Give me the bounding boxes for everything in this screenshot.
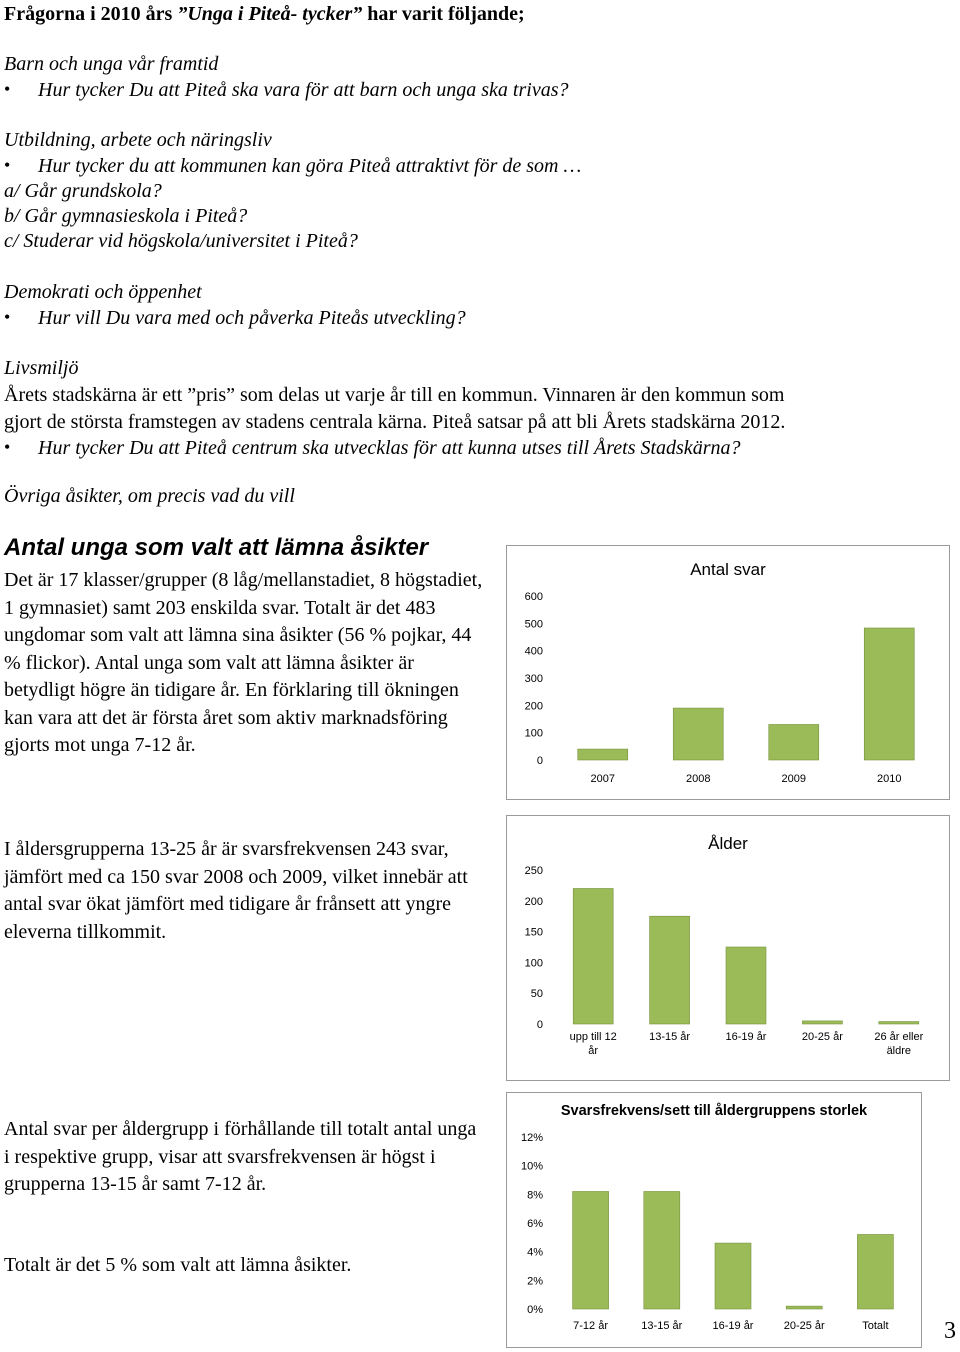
y-tick-label: 2% bbox=[527, 1275, 543, 1288]
bar bbox=[573, 1191, 609, 1309]
bar bbox=[857, 1234, 893, 1309]
chart-svg bbox=[507, 816, 949, 1080]
page-heading bbox=[4, 2, 525, 26]
bullet-icon: • bbox=[4, 79, 11, 99]
y-tick-label: 4% bbox=[527, 1246, 543, 1259]
bar bbox=[578, 749, 628, 760]
question-barn: Hur tycker Du att Piteå ska vara för att barn och unga ska trivas? bbox=[38, 79, 569, 101]
block3-text-2: Totalt är det 5 % som valt att lämna åsikter. bbox=[4, 1254, 352, 1276]
section-title-barn: Barn och unga vår framtid bbox=[4, 53, 219, 75]
y-tick-label: 0 bbox=[536, 755, 543, 767]
x-tick-label: 16-19 år bbox=[712, 1320, 754, 1332]
bar bbox=[879, 1022, 919, 1024]
y-tick-label: 6% bbox=[527, 1218, 543, 1230]
y-tick-label: 100 bbox=[524, 727, 543, 740]
y-tick-label: 600 bbox=[524, 591, 543, 603]
bar bbox=[573, 888, 613, 1024]
x-tick-label: 2008 bbox=[686, 773, 711, 785]
section-title-utbildning: Utbildning, arbete och näringsliv bbox=[4, 129, 272, 151]
x-tick-label: 2009 bbox=[781, 773, 806, 785]
y-tick-label: 0% bbox=[527, 1304, 543, 1316]
bar bbox=[726, 947, 766, 1024]
bar bbox=[673, 708, 723, 760]
bar bbox=[650, 916, 690, 1024]
chart-svarsfrekvens bbox=[506, 1092, 922, 1348]
bullet-icon: • bbox=[4, 155, 11, 175]
livsmiljo-paragraph-2: gjort de största framstegen av stadens centrala kärna. Piteå satsar på att bli Årets stadskärna 2012. bbox=[4, 411, 786, 433]
question-utbildning: Hur tycker du att kommunen kan göra Piteå attraktivt för de som … bbox=[38, 155, 582, 177]
sub-question-a: a/ Går grundskola? bbox=[4, 180, 162, 202]
x-tick-label: 7-12 år bbox=[573, 1320, 609, 1332]
chart-alder bbox=[506, 815, 950, 1081]
chart-title: Svarsfrekvens/sett till åldergruppens storlek bbox=[560, 1103, 868, 1119]
section-title-ovriga: Övriga åsikter, om precis vad du vill bbox=[4, 485, 295, 507]
y-tick-label: 12% bbox=[520, 1132, 543, 1144]
x-tick-label: 20-25 år bbox=[783, 1320, 825, 1332]
y-tick-label: 150 bbox=[524, 926, 543, 939]
bar bbox=[715, 1243, 751, 1309]
block-heading: Antal unga som valt att lämna åsikter bbox=[4, 534, 429, 561]
y-tick-label: 250 bbox=[524, 865, 543, 877]
x-tick-label: 2007 bbox=[590, 773, 615, 785]
x-tick-label: 2010 bbox=[877, 773, 902, 785]
chart-title: Ålder bbox=[708, 834, 748, 853]
y-tick-label: 400 bbox=[524, 645, 543, 658]
section-title-livsmiljo: Livsmiljö bbox=[4, 357, 79, 379]
chart-svg bbox=[507, 546, 949, 799]
x-tick-label: upp till 12 bbox=[569, 1031, 617, 1043]
y-tick-label: 0 bbox=[536, 1019, 543, 1031]
section-title-demokrati: Demokrati och öppenhet bbox=[4, 281, 202, 303]
question-livsmiljo: Hur tycker Du att Piteå centrum ska utvecklas för att kunna utses till Årets Stadskärna? bbox=[38, 437, 741, 459]
bar bbox=[769, 724, 819, 760]
block3-text-1: Antal svar per åldergrupp i förhållande till totalt antal unga i respektive grupp, visar att svarsfrekvensen är högst i grupperna 13-15 år samt 7-12 år. bbox=[4, 1118, 477, 1195]
bar bbox=[786, 1306, 822, 1309]
page-number: 3 bbox=[944, 1318, 956, 1344]
x-tick-label: 26 år eller bbox=[874, 1031, 924, 1043]
x-tick-label: år bbox=[588, 1045, 599, 1057]
y-tick-label: 50 bbox=[530, 988, 543, 1001]
y-tick-label: 8% bbox=[527, 1189, 543, 1202]
sub-question-c: c/ Studerar vid högskola/universitet i Piteå? bbox=[4, 230, 358, 252]
chart-svg bbox=[507, 1093, 921, 1347]
y-tick-label: 10% bbox=[520, 1160, 543, 1173]
y-tick-label: 200 bbox=[524, 700, 543, 713]
y-tick-label: 200 bbox=[524, 895, 543, 908]
survey-name: ”Unga i Piteå- tycker” bbox=[177, 3, 363, 25]
question-demokrati: Hur vill Du vara med och påverka Piteås utveckling? bbox=[38, 307, 466, 329]
heading-part-2: har varit följande; bbox=[362, 3, 525, 25]
bullet-icon: • bbox=[4, 437, 11, 457]
heading-part-1: Frågorna i 2010 års bbox=[4, 3, 178, 25]
x-tick-label: 20-25 år bbox=[801, 1031, 843, 1043]
y-tick-label: 100 bbox=[524, 957, 543, 970]
x-tick-label: äldre bbox=[886, 1045, 912, 1057]
x-tick-label: 13-15 år bbox=[649, 1031, 691, 1043]
chart-antal-svar bbox=[506, 545, 950, 800]
x-tick-label: 13-15 år bbox=[641, 1320, 683, 1332]
y-tick-label: 500 bbox=[524, 618, 543, 631]
chart-title: Antal svar bbox=[690, 560, 766, 579]
bar bbox=[644, 1191, 680, 1309]
x-tick-label: 16-19 år bbox=[725, 1031, 767, 1043]
y-tick-label: 300 bbox=[524, 673, 543, 685]
bullet-icon: • bbox=[4, 307, 11, 327]
bar bbox=[864, 628, 914, 760]
block1-text: Det är 17 klasser/grupper (8 låg/mellanstadiet, 8 högstadiet, 1 gymnasiet) samt 203 enskilda svar. Totalt är det 483 ungdomar som valt att lämna sina åsikter (56 % pojkar, 44 % flickor). Antal unga som valt att lämna åsikter är betydligt högre än tidigare år. En förklaring till ökningen kan vara att det är första året som aktiv marknadsföring gjorts mot unga 7-12 år. bbox=[4, 569, 483, 756]
sub-question-b: b/ Går gymnasieskola i Piteå? bbox=[4, 205, 248, 227]
livsmiljo-paragraph-1: Årets stadskärna är ett ”pris” som delas ut varje år till en kommun. Vinnaren är den kommun som bbox=[4, 384, 785, 406]
block2-text: I åldersgrupperna 13-25 år är svarsfrekvensen 243 svar, jämfört med ca 150 svar 2008 och 2009, vilket innebär att antal svar ökat jämfört med tidigare år frånsett att yngre eleverna tillkommit. bbox=[4, 838, 468, 943]
bar bbox=[802, 1021, 842, 1024]
x-tick-label: Totalt bbox=[862, 1320, 889, 1332]
